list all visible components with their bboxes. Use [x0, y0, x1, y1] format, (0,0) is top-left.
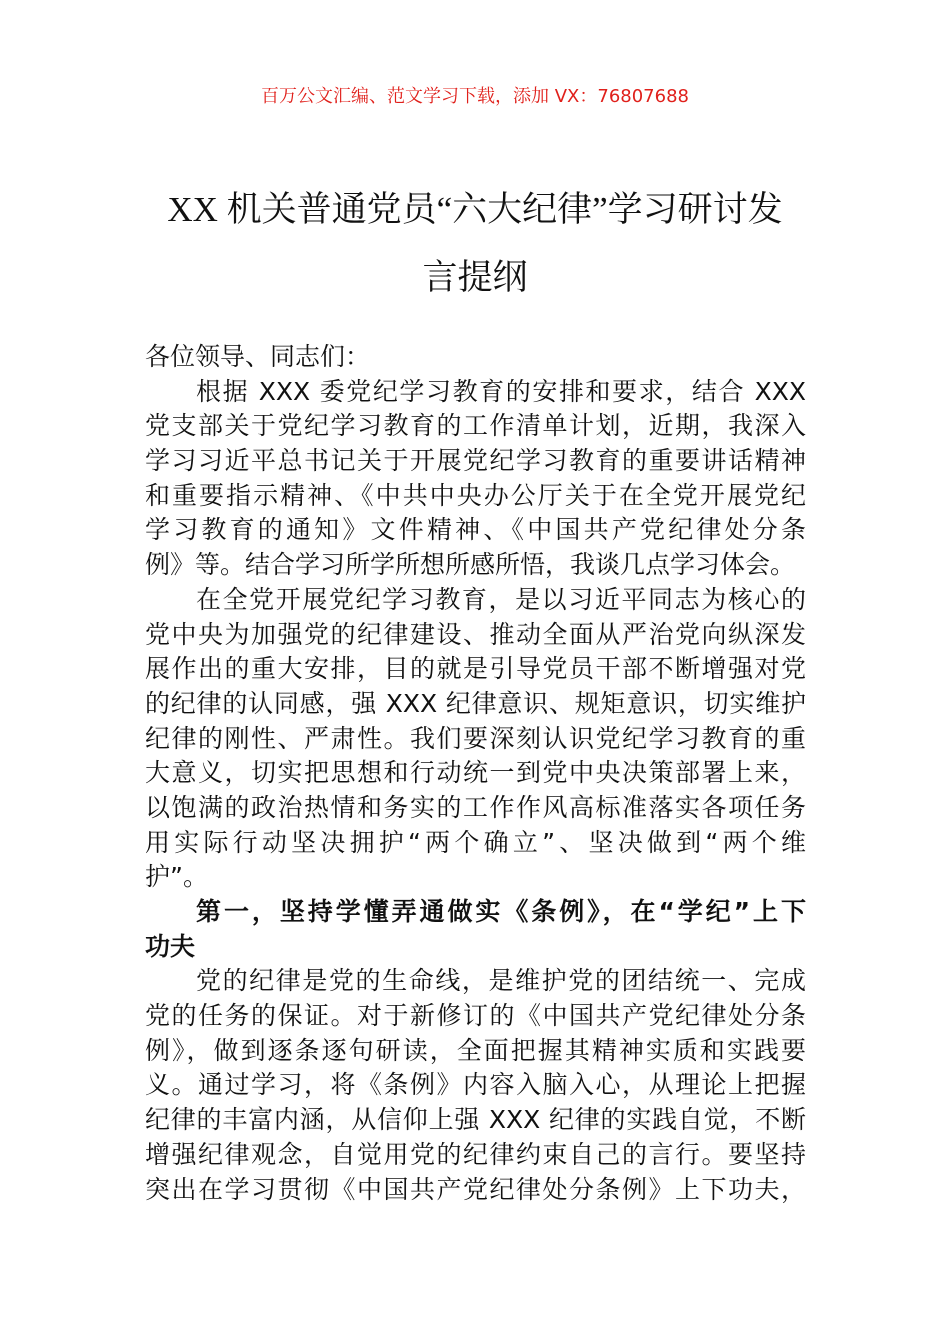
paragraph — [145, 375, 806, 583]
text-line: 根据 XXX 委党纪学习教育的安排和要求，结合 XXX — [196, 376, 806, 406]
text-line: 例》等。结合学习所学所想所感所悟，我谈几点学习体会。 — [145, 550, 796, 580]
text-line: 护”。 — [145, 862, 208, 892]
text-line: 第一，坚持学懂弄通做实《条例》，在“学纪”上下 — [196, 897, 806, 926]
text-line: 各位领导、同志们： — [145, 342, 371, 371]
document-body — [145, 340, 806, 1207]
text-line: 学习习近平总书记关于开展党纪学习教育的重要讲话精神 — [145, 446, 806, 476]
title-line: XX 机关普通党员“六大纪律”学习研讨发 — [167, 190, 783, 229]
watermark-header: 百万公文汇编、范文学习下载，添加 VX：76807688 — [261, 86, 689, 107]
text-line: 的纪律的认同感，强 XXX 纪律意识、规矩意识，切实维护 — [145, 688, 806, 718]
text-line: 党中央为加强党的纪律建设、推动全面从严治党向纵深发 — [145, 619, 806, 649]
text-line: 例》，做到逐条逐句研读，全面把握其精神实质和实践要 — [145, 1035, 806, 1065]
document-title — [140, 176, 810, 312]
text-line: 展作出的重大安排，目的就是引导党员干部不断增强对党 — [145, 654, 806, 684]
paragraph — [145, 583, 806, 895]
paragraph — [145, 964, 806, 1207]
text-line: 和重要指示精神、《中共中央办公厅关于在全党开展党纪 — [145, 480, 806, 510]
text-line: 纪律的丰富内涵，从信仰上强 XXX 纪律的实践自觉，不断 — [145, 1105, 806, 1135]
text-line: 以饱满的政治热情和务实的工作作风高标准落实各项任务 — [145, 792, 806, 822]
text-line: 义。通过学习，将《条例》内容入脑入心，从理论上把握 — [145, 1070, 806, 1100]
text-line: 用实际行动坚决拥护“两个确立”、坚决做到“两个维 — [145, 827, 806, 857]
text-line: 学习教育的通知》文件精神、《中国共产党纪律处分条 — [145, 515, 806, 545]
section-heading — [145, 895, 806, 964]
text-line: 党的纪律是党的生命线，是维护党的团结统一、完成 — [196, 966, 806, 996]
text-line: 增强纪律观念，自觉用党的纪律约束自己的言行。要坚持 — [145, 1139, 806, 1169]
text-line: 党的任务的保证。对于新修订的《中国共产党纪律处分条 — [145, 1001, 806, 1031]
text-line: 功夫 — [145, 931, 196, 961]
title-line: 言提纲 — [422, 258, 528, 297]
text-line: 突出在学习贯彻《中国共产党纪律处分条例》上下功夫， — [145, 1174, 806, 1204]
text-line: 纪律的刚性、严肃性。我们要深刻认识党纪学习教育的重 — [145, 723, 806, 753]
text-line: 在全党开展党纪学习教育，是以习近平同志为核心的 — [196, 584, 806, 614]
text-line: 党支部关于党纪学习教育的工作清单计划，近期，我深入 — [145, 411, 806, 441]
text-line: 大意义，切实把思想和行动统一到党中央决策部署上来， — [145, 758, 806, 788]
salutation — [145, 340, 806, 375]
